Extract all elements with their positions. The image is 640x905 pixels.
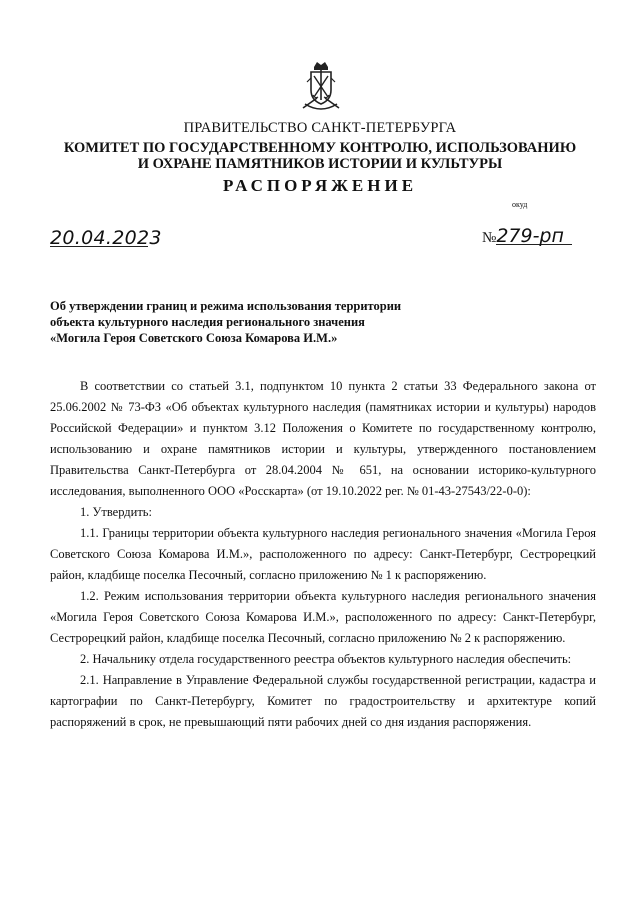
st-petersburg-coat-of-arms-icon [299,60,343,114]
subject-line-1: Об утверждении границ и режима использования территории [50,299,402,313]
committee-name [0,140,640,172]
committee-line-1: КОМИТЕТ ПО ГОСУДАРСТВЕННОМУ КОНТРОЛЮ, ИСПОЛЬЗОВАНИЮ [63,140,577,156]
document-date: 20.04.2023 [50,227,162,249]
okud-label: окуд [512,200,528,209]
number-label: № [482,230,497,246]
clause-1-1: 1.1. Границы территории объекта культурного наследия регионального значения «Могила Героя Советского Союза Комарова И.М.», расположенного по адресу: Санкт-Петербург, Сестрорецкий район, кладбище поселка Песочный, согласно приложению № 1 к распоряжению. [50,526,596,582]
committee-line-2: И ОХРАНЕ ПАМЯТНИКОВ ИСТОРИИ И КУЛЬТУРЫ [137,156,503,172]
document-type: РАСПОРЯЖЕНИЕ [222,176,418,195]
document-subject [50,298,450,346]
government-name: ПРАВИТЕЛЬСТВО САНКТ-ПЕТЕРБУРГА [183,120,457,136]
document-body [50,376,596,733]
emblem [299,60,343,114]
document-number [482,225,584,247]
subject-line-3: «Могила Героя Советского Союза Комарова И.М.» [50,331,338,345]
clause-1-2: 1.2. Режим использования территории объекта культурного наследия регионального значения «Могила Героя Советского Союза Комарова И.М.», расположенного по адресу: Санкт-Петербург, Сестрорецкий район, кладбище поселка Песочный, согласно приложению № 2 к распоряжению. [50,589,596,645]
number-value: 279-рп [496,228,572,245]
clause-1: 1. Утвердить: [80,505,152,519]
clause-2-1: 2.1. Направление в Управление Федеральной службы государственной регистрации, кадастра и картографии по Санкт-Петербургу, Комитет по градостроительству и архитектуре копий распоряжений в срок, не превышающий пяти рабочих дней со дня издания распоряжения. [50,673,596,729]
preamble-paragraph: В соответствии со статьей 3.1, подпунктом 10 пункта 2 статьи 33 Федерального закона от 25.06.2002 № 73-ФЗ «Об объектах культурного наследия (памятниках истории и культуры) народов Российской Федерации» и пунктом 3.12 Положения о Комитете по государственному контролю, использованию и охране памятников истории и культуры, утвержденного постановлением Правительства Санкт-Петербурга от 28.04.2004 № 651, на основании историко-культурного исследования, выполненного ООО «Росскарта» (от 19.10.2022 рег. № 01-43-27543/22-0-0): [50,379,596,498]
clause-2: 2. Начальнику отдела государственного реестра объектов культурного наследия обеспечить: [80,652,572,666]
subject-line-2: объекта культурного наследия регионального значения [50,315,365,329]
